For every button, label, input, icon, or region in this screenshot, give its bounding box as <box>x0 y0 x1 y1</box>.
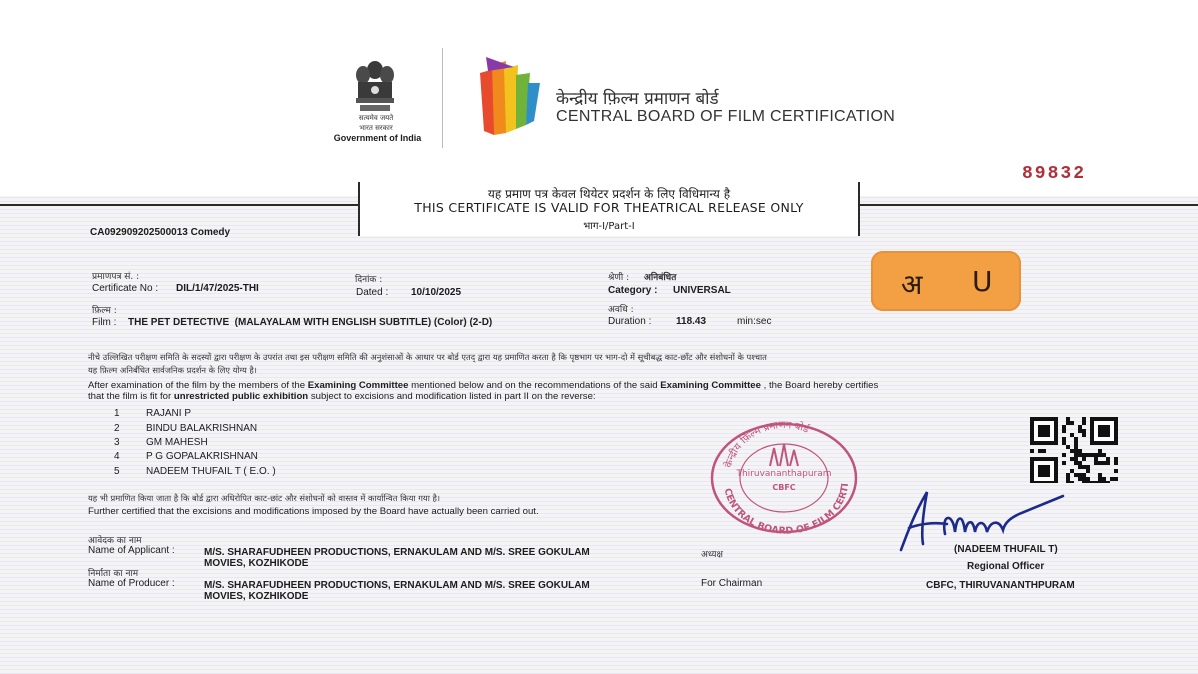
member-row <box>114 451 258 462</box>
stamp-city: Thiruvananthapuram <box>736 469 832 479</box>
officer-title: Regional Officer <box>967 561 1045 572</box>
banner-hindi: यह प्रमाण पत्र केवल थियेटर प्रदर्शन के लिए विधिमान्य है <box>487 187 731 201</box>
chairman-hindi: अध्यक्ष <box>701 550 723 560</box>
member-num: 3 <box>114 437 120 448</box>
member-row <box>114 437 208 448</box>
producer-line2: MOVIES, KOZHIKODE <box>204 591 309 602</box>
officer-office: CBFC, THIRUVANANTHPURAM <box>926 580 1075 591</box>
banner-line-left <box>0 204 358 206</box>
further-hindi: यह भी प्रमाणित किया जाता है कि बोर्ड द्वारा अधिरोपित काट-छांट और संशोधनों को वास्तव में कार्यान्वित किया गया है। <box>88 493 441 503</box>
rating-badge <box>871 251 1021 311</box>
member-name: RAJANI P <box>146 408 192 419</box>
applicant-line2: MOVIES, KOZHIKODE <box>204 558 309 569</box>
reference-code: CA092909202500013 Comedy <box>90 227 231 238</box>
body-en-1b: Examining Committee <box>307 380 409 391</box>
body-english-line2 <box>88 391 596 402</box>
stamp-top-text: केन्द्रीय फ़िल्म प्रमाणन बोर्ड <box>723 420 811 470</box>
cbfc-stamp <box>708 420 860 535</box>
date-hindi: दिनांक : <box>355 275 383 285</box>
member-name: BINDU BALAKRISHNAN <box>146 423 258 434</box>
cert-no-value: DIL/1/47/2025-THI <box>176 283 259 294</box>
serial-number: 89832 <box>1022 164 1087 184</box>
duration-hindi: अवधि : <box>608 305 634 315</box>
duration-value: 118.43 <box>676 316 707 327</box>
rating-english: U <box>972 265 993 298</box>
emblem-motto: सत्यमेव जयते <box>358 114 394 122</box>
body-hindi-line1: नीचे उल्लिखित परीक्षण समिति के सदस्यों द्वारा परीक्षण के उपरांत तथा इस परीक्षण समिति की अनुशंसाओं के आधार पर बोर्ड एतद् द्वारा यह प्रमाणित करता है कि पृष्ठभाग पर भाग-दो में सूचीबद्ध काट-छाँट और संशोधनों के पश्चात <box>88 352 767 362</box>
chairman-english: For Chairman <box>701 578 763 589</box>
stamp-bottom-text: CENTRAL BOARD OF FILM CERTI <box>721 482 852 535</box>
body-en-1a: After examination of the film by the members of the <box>88 380 308 391</box>
member-name: P G GOPALAKRISHNAN <box>146 451 258 462</box>
india-emblem-icon <box>350 58 400 116</box>
duration-label: Duration : <box>608 316 652 327</box>
producer-label: Name of Producer : <box>88 578 175 589</box>
board-name-english: CENTRAL BOARD OF FILM CERTIFICATION <box>556 108 896 125</box>
film-label: Film : <box>92 317 117 328</box>
cert-no-hindi: प्रमाणपत्र सं. : <box>92 272 140 282</box>
producer-line1: M/S. SHARAFUDHEEN PRODUCTIONS, ERNAKULAM AND M/S. SREE GOKULAM <box>204 580 590 591</box>
applicant-label: Name of Applicant : <box>88 545 175 556</box>
banner-part: भाग-I/Part-I <box>583 221 635 232</box>
category-value: UNIVERSAL <box>673 285 731 296</box>
body-en-1e: , the Board hereby certifies <box>760 380 879 391</box>
further-english: Further certified that the excisions and modifications imposed by the Board have actually been carried out. <box>88 506 539 517</box>
body-en-1c: mentioned below and on the recommendations of the said <box>408 380 661 391</box>
body-en-2a: that the film is fit for <box>88 391 174 402</box>
applicant-hindi: आवेदक का नाम <box>88 536 142 546</box>
gov-hindi: भारत सरकार <box>359 124 393 132</box>
body-hindi-line2: यह फ़िल्म अनिर्बंधित सार्वजनिक प्रदर्शन के लिए योग्य है। <box>88 365 257 375</box>
banner-line-right <box>856 204 1198 206</box>
date-label: Dated : <box>356 287 389 298</box>
applicant-line1: M/S. SHARAFUDHEEN PRODUCTIONS, ERNAKULAM AND M/S. SREE GOKULAM <box>204 547 590 558</box>
member-row <box>114 408 191 419</box>
member-num: 1 <box>114 408 120 419</box>
stamp-abbr: CBFC <box>772 483 796 492</box>
rating-hindi: अ <box>901 268 923 301</box>
cert-no-label: Certificate No : <box>92 283 159 294</box>
film-hindi: फ़िल्म : <box>92 306 117 316</box>
member-row <box>114 423 257 434</box>
member-row <box>114 466 276 477</box>
body-en-2b: unrestricted public exhibition <box>173 391 309 402</box>
banner-english: THIS CERTIFICATE IS VALID FOR THEATRICAL RELEASE ONLY <box>414 200 804 215</box>
validity-banner <box>358 182 860 236</box>
category-label: Category : <box>608 285 658 296</box>
member-num: 5 <box>114 466 120 477</box>
member-name: NADEEM THUFAIL T ( E.O. ) <box>146 466 276 477</box>
body-en-2c: subject to excisions and modification listed in part II on the reverse: <box>308 391 596 402</box>
officer-name: (NADEEM THUFAIL T) <box>954 544 1058 555</box>
date-value: 10/10/2025 <box>411 287 462 298</box>
member-num: 4 <box>114 451 120 462</box>
category-hindi: श्रेणी : <box>608 273 630 283</box>
gov-english: Government of India <box>333 133 422 143</box>
producer-hindi: निर्माता का नाम <box>88 569 139 579</box>
category-hindi-value: अनिबंधित <box>644 273 677 283</box>
board-name-hindi: केन्द्रीय फ़िल्म प्रमाणन बोर्ड <box>556 89 719 109</box>
duration-unit: min:sec <box>737 316 772 327</box>
cbfc-logo-icon <box>474 55 544 140</box>
film-value: THE PET DETECTIVE (MALAYALAM WITH ENGLISH SUBTITLE) (Color) (2-D) <box>128 317 493 328</box>
header-divider <box>442 48 443 148</box>
body-en-1d: Examining Committee <box>660 380 761 391</box>
qr-code[interactable] <box>1030 417 1118 483</box>
member-name: GM MAHESH <box>146 437 208 448</box>
member-num: 2 <box>114 423 120 434</box>
body-english-line1 <box>88 380 878 391</box>
